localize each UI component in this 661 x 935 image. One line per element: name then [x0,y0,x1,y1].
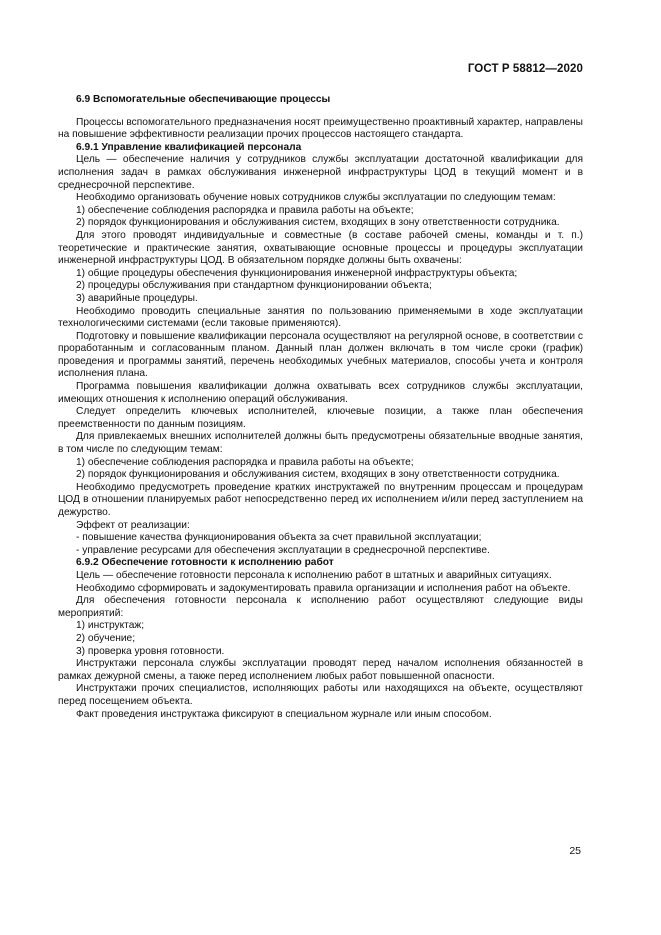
paragraph: Для этого проводят индивидуальные и совместные (в составе рабочей смены, команды и т. п.) теоретические и практические занятия, охватывающие основные процессы и процедуры эксплуатации инженерной инфраструктуры ЦОД. В обязательном порядке должны быть охвачены: [58,229,583,267]
list-item: 1) обеспечение соблюдения распорядка и правила работы на объекте; [76,204,414,216]
paragraph: Необходимо предусмотреть проведение кратких инструктажей по внутренним процессам и процедурам ЦОД в отношении планируемых работ непосредственно перед их исполнением и/или перед заступлением на дежурство. [58,481,583,518]
paragraph: Инструктажи персонала службы эксплуатации проводят перед началом исполнения обязанностей в рамках дежурной смены, а также перед исполнением любых работ повышенной опасности. [58,658,583,682]
paragraph: Факт проведения инструктажа фиксируют в специальном журнале или иным способом. [76,708,492,720]
paragraph: Следует определить ключевых исполнителей, ключевые позиции, а также план обеспечения преемственности по данным позициям. [58,406,583,430]
list-item: 2) процедуры обслуживания при стандартном функционировании объекта; [76,280,432,292]
paragraph: Процессы вспомогательного предназначения носят преимущественно проактивный характер, направлены на повышение эффективности реализации прочих процессов настоящего стандарта. [58,116,583,141]
list-item: 1) инструктаж; [76,620,145,632]
subsection-title: 6.9.2 Обеспечение готовности к исполнению работ [76,557,334,569]
list-item: 3) аварийные процедуры. [76,292,198,304]
paragraph: Для привлекаемых внешних исполнителей должны быть предусмотрены обязательные вводные занятия, в том числе по следующим темам: [58,431,583,456]
list-item: 3) проверка уровня готовности. [76,645,225,657]
paragraph: Программа повышения квалификации должна охватывать всех сотрудников службы эксплуатации, имеющих отношения к исполнению операций обслуживания. [58,381,583,405]
paragraph: Цель — обеспечение наличия у сотрудников службы эксплуатации достаточной квалификации для исполнения задач в рамках обслуживания инженерной инфраструктуры ЦОД в текущий момент и в среднесрочной перспективе. [58,154,583,191]
document-header: ГОСТ Р 58812—2020 [467,63,583,75]
paragraph: Подготовку и повышение квалификации персонала осуществляют на регулярной основе, в соответствии с проработанным и согласованным планом. Данный план должен включать в том числе сроки (график) проведения и программы занятий, перечень необходимых учебных материалов, способы учета и контроля исполнения плана. [58,330,583,380]
paragraph: Эффект от реализации: [76,519,190,531]
paragraph: Цель — обеспечение готовности персонала к исполнению работ в штатных и аварийных ситуациях. [76,569,552,581]
list-item: 1) общие процедуры обеспечения функционирования инженерной инфраструктуры объекта; [76,267,518,279]
section-title: 6.9 Вспомогательные обеспечивающие процессы [76,94,331,105]
paragraph: Необходимо сформировать и задокументировать правила организации и исполнения работ на объекте. [76,582,571,594]
list-item: 1) обеспечение соблюдения распорядка и правила работы на объекте; [76,456,414,468]
paragraph: Инструктажи прочих специалистов, исполняющих работы или находящихся на объекте, осуществляют перед посещением объекта. [58,683,583,707]
paragraph: Необходимо организовать обучение новых сотрудников службы эксплуатации по следующим темам: [76,192,556,204]
list-item: - управление ресурсами для обеспечения эксплуатации в среднесрочной перспективе. [76,544,490,556]
list-item: - повышение качества функционирования объекта за счет правильной эксплуатации; [76,532,482,544]
list-item: 2) обучение; [76,632,136,644]
page-number: 25 [569,845,581,857]
paragraph: Необходимо проводить специальные занятия по пользованию применяемыми в ходе эксплуатации технологическими системами (если таковые применяются). [58,305,583,330]
paragraph: Для обеспечения готовности персонала к исполнению работ осуществляют следующие виды мероприятий: [58,595,583,619]
list-item: 2) порядок функционирования и обслуживания систем, входящих в зону ответственности сотрудника. [76,217,560,229]
subsection-title: 6.9.1 Управление квалификацией персонала [76,141,302,153]
document-body [58,94,583,721]
list-item: 2) порядок функционирования и обслуживания систем, входящих в зону ответственности сотрудника. [76,469,560,481]
